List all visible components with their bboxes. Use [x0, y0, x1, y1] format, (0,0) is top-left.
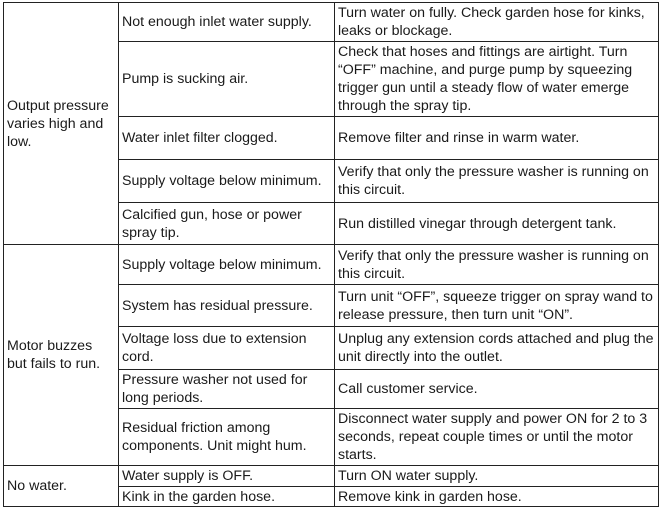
cause-cell: Water inlet filter clogged.: [119, 117, 335, 160]
table-body: [4, 3, 659, 507]
problem-cell: Motor buzzes but fails to run.: [4, 245, 119, 466]
solution-cell: Verify that only the pressure washer is running on this circuit.: [335, 160, 659, 203]
problem-cell: Output pressure varies high and low.: [4, 3, 119, 245]
cause-cell: Kink in the garden hose.: [119, 487, 335, 507]
solution-cell: Call customer service.: [335, 370, 659, 409]
cause-cell: Pump is sucking air.: [119, 42, 335, 117]
solution-cell: Check that hoses and fittings are airtight. Turn “OFF” machine, and purge pump by squeezing trigger gun until a steady flow of water emerge through the spray tip.: [335, 42, 659, 117]
solution-cell: Verify that only the pressure washer is running on this circuit.: [335, 245, 659, 285]
troubleshooting-table: [3, 2, 659, 507]
table-row: [4, 466, 659, 487]
table-row: [4, 3, 659, 42]
cause-cell: Not enough inlet water supply.: [119, 3, 335, 42]
cause-cell: Supply voltage below minimum.: [119, 160, 335, 203]
solution-cell: Turn ON water supply.: [335, 466, 659, 487]
cause-cell: System has residual pressure.: [119, 285, 335, 327]
cause-cell: Pressure washer not used for long periods.: [119, 370, 335, 409]
table-row: [4, 245, 659, 285]
solution-cell: Run distilled vinegar through detergent tank.: [335, 203, 659, 245]
solution-cell: Disconnect water supply and power ON for 2 to 3 seconds, repeat couple times or until the motor starts.: [335, 409, 659, 466]
cause-cell: Supply voltage below minimum.: [119, 245, 335, 285]
solution-cell: Remove kink in garden hose.: [335, 487, 659, 507]
problem-cell: No water.: [4, 466, 119, 507]
solution-cell: Remove filter and rinse in warm water.: [335, 117, 659, 160]
solution-cell: Turn unit “OFF”, squeeze trigger on spray wand to release pressure, then turn unit “ON”.: [335, 285, 659, 327]
cause-cell: Water supply is OFF.: [119, 466, 335, 487]
cause-cell: Calcified gun, hose or power spray tip.: [119, 203, 335, 245]
cause-cell: Residual friction among components. Unit might hum.: [119, 409, 335, 466]
cause-cell: Voltage loss due to extension cord.: [119, 327, 335, 370]
solution-cell: Unplug any extension cords attached and plug the unit directly into the outlet.: [335, 327, 659, 370]
solution-cell: Turn water on fully. Check garden hose for kinks, leaks or blockage.: [335, 3, 659, 42]
